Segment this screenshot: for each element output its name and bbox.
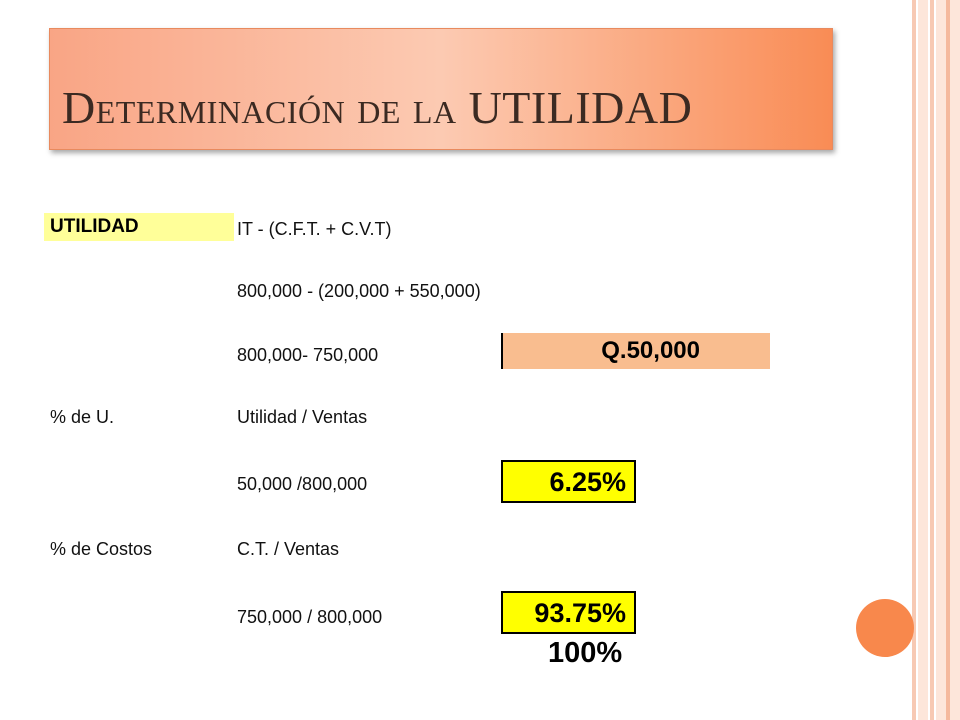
utilidad-result-value: Q.50,000 bbox=[601, 337, 700, 364]
total-percentage: 100% bbox=[548, 637, 623, 669]
utilidad-result-box bbox=[501, 333, 770, 369]
stripe bbox=[918, 0, 928, 720]
pct-utilidad-label: % de U. bbox=[50, 407, 115, 427]
utilidad-formula: IT - (C.F.T. + C.V.T) bbox=[237, 219, 392, 239]
pct-costos-label: % de Costos bbox=[50, 539, 153, 559]
pct-costos-calculation: 750,000 / 800,000 bbox=[237, 607, 383, 627]
pct-costos-result: 93.75% bbox=[534, 598, 626, 628]
slide-title-text: Determinación de la bbox=[62, 82, 469, 133]
pct-costos-result-box bbox=[501, 591, 636, 634]
slide-title bbox=[62, 80, 692, 136]
stripe bbox=[912, 0, 916, 720]
pct-utilidad-result: 6.25% bbox=[549, 467, 626, 497]
pct-utilidad-calculation: 50,000 /800,000 bbox=[237, 474, 368, 494]
decorative-circle bbox=[856, 599, 914, 657]
utilidad-label-highlight bbox=[44, 213, 234, 241]
slide-decoration-stripes bbox=[912, 0, 960, 720]
pct-costos-formula: C.T. / Ventas bbox=[237, 539, 340, 559]
pct-utilidad-formula: Utilidad / Ventas bbox=[237, 407, 368, 427]
calculation-step-2: 800,000- 750,000 bbox=[237, 345, 379, 365]
calculation-step-1: 800,000 - (200,000 + 550,000) bbox=[237, 281, 481, 301]
utilidad-label: UTILIDAD bbox=[50, 216, 139, 237]
stripe bbox=[946, 0, 950, 720]
stripe bbox=[930, 0, 934, 720]
pct-utilidad-result-box bbox=[501, 460, 636, 503]
slide-title-emphasis: UTILIDAD bbox=[468, 82, 693, 133]
